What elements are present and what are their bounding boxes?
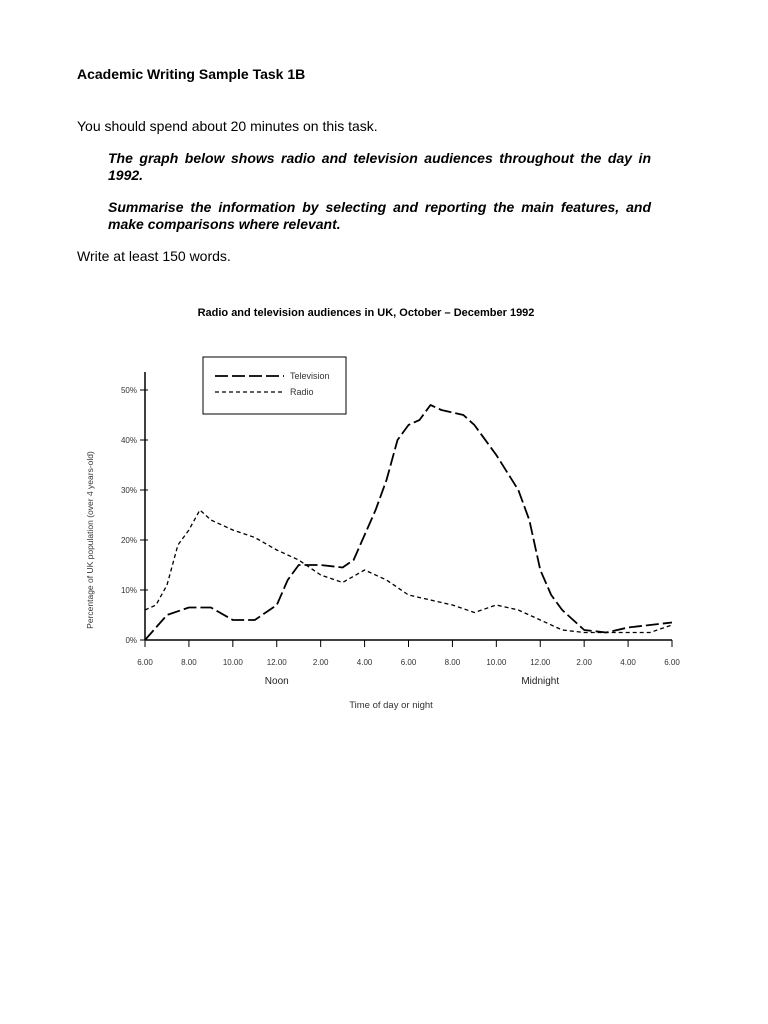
x-tick-label: 2.00 <box>312 658 329 667</box>
x-tick-label: 12.00 <box>266 658 287 667</box>
x-sublabel: Midnight <box>521 676 560 687</box>
x-tick-label: 6.00 <box>664 658 680 667</box>
x-tick-label: 4.00 <box>620 658 636 667</box>
y-tick-label: 20% <box>120 536 137 545</box>
legend-radio-label: Radio <box>290 387 314 397</box>
x-tick-label: 2.00 <box>576 658 592 667</box>
y-tick-label: 40% <box>120 436 137 445</box>
y-ticks <box>121 386 148 645</box>
y-tick-label: 30% <box>120 486 137 495</box>
y-axis-label: Percentage of UK population (over 4 years-old) <box>85 451 95 629</box>
task-prompt: The graph below shows radio and television audiences throughout the day in 1992. <box>108 150 651 183</box>
x-tick-label: 4.00 <box>356 658 373 667</box>
task-summary-instruction: Summarise the information by selecting and reporting the main features, and make comparisons where relevant. <box>108 199 651 232</box>
line-chart <box>80 296 690 716</box>
x-tick-label: 10.00 <box>486 658 507 667</box>
series-line-television <box>145 405 672 640</box>
legend-box <box>203 357 346 414</box>
x-tick-label: 12.00 <box>530 658 551 667</box>
y-tick-label: 0% <box>125 636 137 645</box>
series-lines <box>145 405 672 640</box>
time-instruction: You should spend about 20 minutes on this task. <box>77 118 378 134</box>
y-tick-label: 50% <box>120 386 137 395</box>
x-ticks <box>137 640 680 687</box>
x-tick-label: 6.00 <box>400 658 417 667</box>
x-tick-label: 10.00 <box>222 658 243 667</box>
x-sublabel: Noon <box>264 676 289 687</box>
x-tick-label: 6.00 <box>137 658 153 667</box>
task-heading: Academic Writing Sample Task 1B <box>77 66 306 82</box>
y-tick-label: 10% <box>120 586 137 595</box>
legend <box>203 357 346 414</box>
word-count-instruction: Write at least 150 words. <box>77 248 231 264</box>
legend-tv-label: Television <box>290 371 330 381</box>
x-tick-label: 8.00 <box>181 658 197 667</box>
chart-title: Radio and television audiences in UK, October – December 1992 <box>197 307 535 319</box>
x-tick-label: 8.00 <box>444 658 461 667</box>
x-axis-label: Time of day or night <box>349 700 433 711</box>
